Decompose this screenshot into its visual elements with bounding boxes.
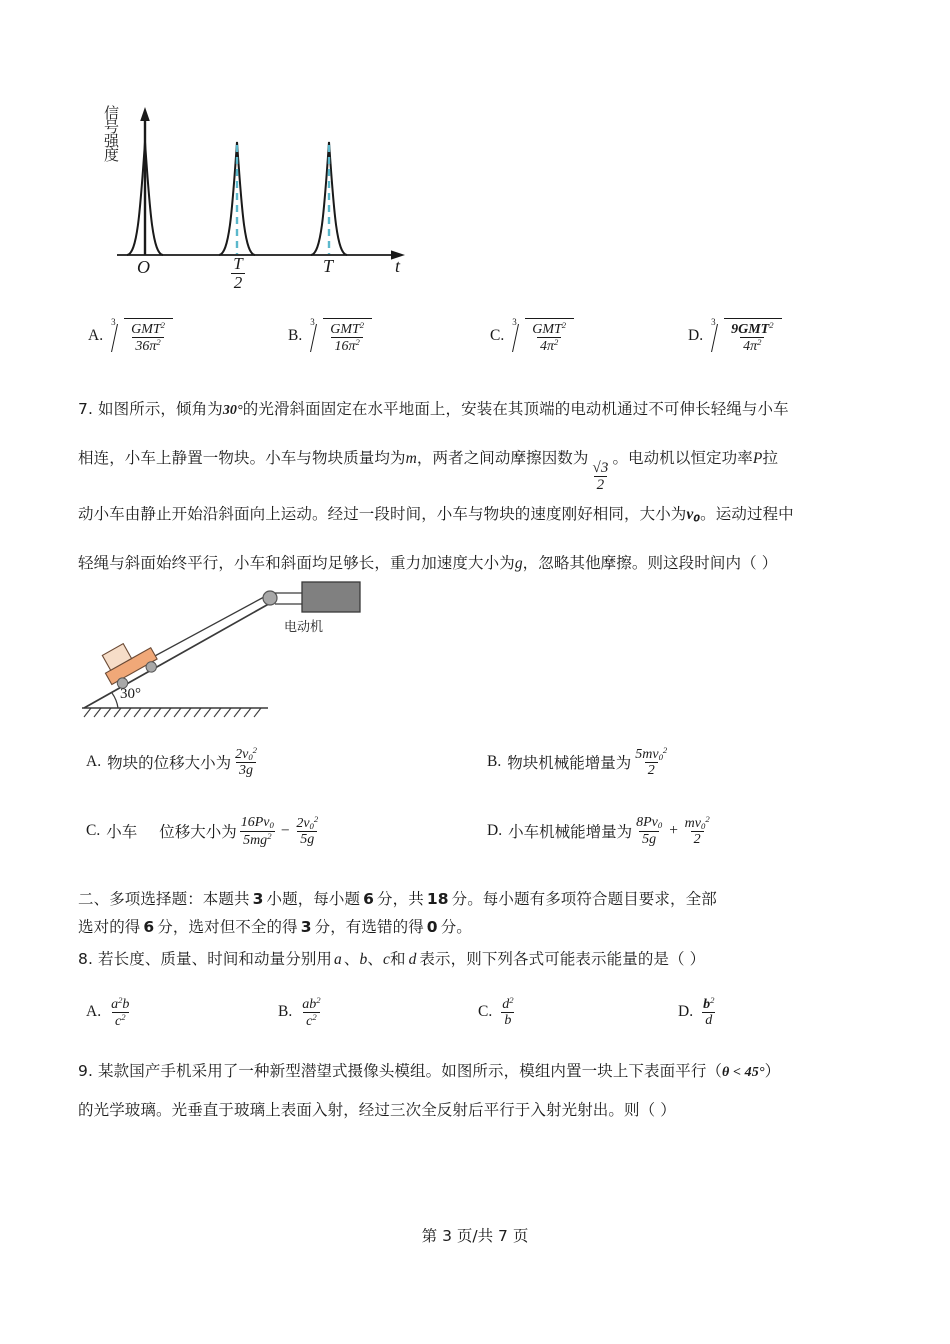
q7-c-f1den-exp: 2 (267, 830, 272, 841)
q8-option-a[interactable] (86, 996, 133, 1029)
q7-option-b-fraction (632, 746, 670, 778)
q7-a-num: 2v (235, 746, 249, 762)
section2-l1-c: 分，共 (377, 890, 424, 908)
q7-c-f2den: 5g (300, 832, 315, 848)
q8-a-num-exp: 2 (118, 995, 123, 1005)
q6-d-root-index: 3 (711, 317, 716, 327)
q6-b-num: GMT (330, 322, 360, 337)
q7-option-a[interactable] (86, 746, 261, 778)
q8-text-b: 表示，则下列各式可能表示能量的是（ ） (419, 950, 706, 968)
q6-d-num: 9GMT (731, 322, 770, 337)
q8-option-c-label: C. (478, 1002, 493, 1020)
q6-b-root-index: 3 (310, 317, 315, 327)
section2-l1-a: 二、多项选择题：本题共 (78, 890, 250, 908)
q7-option-c-fraction-2 (293, 815, 321, 847)
q6-a-num: GMT (131, 322, 161, 337)
q7-a-num-sub: 0 (248, 751, 253, 762)
q7-friction-coefficient (590, 460, 612, 493)
q8-c-den: b (504, 1012, 512, 1028)
q7-line3-text-a: 动小车由静止开始沿斜面向上运动。经过一段时间，小车与物块的速度刚好相同，大小为 (78, 505, 687, 523)
q7-c-f2num-sub: 0 (309, 820, 314, 831)
cart-group (97, 633, 162, 693)
section2-zero-credit: 0 (426, 918, 438, 936)
q7-option-d-label: D. (487, 822, 503, 840)
q8-a-den-exp: 2 (121, 1011, 126, 1022)
q8-symbol-b: b (359, 951, 368, 968)
chart-x-axis-label: t (395, 256, 401, 276)
q8-option-a-fraction (108, 996, 132, 1029)
q6-b-num-exp: 2 (359, 320, 365, 331)
q7-option-c-operator: − (279, 822, 291, 840)
pulley-wheel (263, 591, 277, 605)
q6-d-den-exp: 2 (757, 337, 762, 348)
chart-tick-T: T (323, 256, 334, 276)
section2-count: 3 (252, 890, 264, 908)
section2-l2-b: 分，选对但不全的得 (157, 918, 298, 936)
q6-option-c-label: C. (490, 326, 505, 344)
q7-d-f1den: 5g (642, 831, 657, 847)
q7-friction-den: 2 (594, 476, 608, 493)
chart-origin-label: O (137, 257, 150, 277)
q7-line2-text-c: 。电动机以恒定功率 (612, 449, 753, 467)
q7-option-d[interactable] (487, 815, 714, 847)
q7-c-f2num-exp: 2 (313, 814, 319, 824)
q7-mass-symbol: m (405, 450, 417, 467)
q6-a-den-exp: 2 (156, 337, 161, 348)
incline-svg (78, 580, 408, 730)
tick-half-numerator: T (233, 254, 243, 273)
q7-option-a-text: 物块的位移大小为 (107, 754, 232, 773)
q9-theta-condition: θ < 45° (722, 1065, 765, 1080)
q7-friction-num: √3 (592, 459, 609, 476)
q7-option-a-label: A. (86, 753, 102, 771)
q7-power-symbol: P (752, 450, 763, 467)
q7-option-b[interactable] (487, 746, 671, 778)
q6-option-d-label: D. (688, 326, 704, 344)
q7-d-f2num-exp: 2 (705, 814, 710, 824)
q7-velocity-symbol: v (686, 506, 694, 523)
page-footer: 第 3 页/共 7 页 (421, 1227, 529, 1245)
section2-points-each: 6 (363, 890, 374, 908)
q7-option-b-text: 物块机械能增量为 (507, 754, 632, 773)
q6-option-b[interactable] (288, 318, 374, 354)
q7-option-c[interactable] (86, 815, 322, 847)
q7-line1-text-b: 的光滑斜面固定在水平地面上，安装在其顶端的电动机通过不可伸长轻绳与小车 (242, 400, 789, 418)
q7-line4-text-b: ，忽略其他摩擦。则这段时间内（ ） (522, 554, 778, 572)
tick-half-denominator: 2 (231, 273, 246, 292)
section-2-heading-line-1 (78, 884, 898, 914)
q7-line-3 (78, 490, 888, 543)
q8-a-den: c (114, 1013, 122, 1029)
q7-option-d-fraction-1 (633, 815, 665, 847)
q7-c-f1num: 16Pv (240, 815, 270, 830)
q6-b-den: 16π (334, 338, 356, 354)
q6-c-root-index: 3 (512, 317, 517, 327)
chart-tick-half-T (223, 255, 253, 293)
section2-l2-a: 选对的得 (78, 918, 141, 936)
q7-option-a-fraction (232, 746, 260, 778)
q6-b-den-exp: 2 (355, 337, 360, 348)
q7-b-num-sub: 0 (658, 751, 663, 762)
q8-b-den: c (306, 1013, 313, 1029)
q6-option-a[interactable] (88, 318, 175, 354)
q7-option-d-fraction-2 (682, 815, 713, 847)
q8-option-b-label: B. (278, 1003, 293, 1021)
q7-d-f1num-sub: 0 (657, 820, 663, 831)
incline-angle-value: 30° (120, 686, 141, 702)
q8-symbol-c: c (382, 951, 390, 968)
q8-a-num: a (111, 996, 119, 1012)
q8-option-d[interactable] (678, 996, 718, 1028)
inclined-plane-figure (78, 580, 408, 730)
q7-a-num-exp: 2 (252, 745, 257, 755)
q7-c-f2num: 2v (296, 815, 310, 831)
q7-line2-text-d: 拉 (762, 449, 779, 467)
q8-a-num2: b (122, 996, 130, 1012)
q7-d-f2num: mv (684, 815, 701, 831)
q6-c-den-exp: 2 (554, 337, 559, 348)
q9-line-2 (78, 1095, 908, 1125)
section2-l1-b: 小题，每小题 (266, 890, 361, 908)
q7-option-b-label: B. (487, 753, 502, 771)
q8-symbol-a: a (334, 951, 342, 968)
q7-option-c-fraction-1 (238, 815, 277, 847)
q7-b-num-exp: 2 (662, 745, 668, 755)
q8-option-c[interactable] (478, 996, 518, 1028)
incline-angle-label (120, 686, 141, 703)
q8-option-d-fraction (700, 996, 717, 1028)
q7-option-d-operator: + (668, 822, 679, 840)
q6-option-a-radical (111, 318, 173, 354)
q6-d-num-exp: 2 (769, 320, 774, 331)
q7-d-f1num: 8Pv (636, 815, 658, 831)
q6-option-c-radical (512, 318, 574, 354)
q8-b-num: ab (302, 996, 317, 1012)
q7-a-den: 3g (239, 763, 254, 779)
q7-b-den: 2 (647, 763, 655, 779)
section2-l2-d: 分。 (440, 918, 472, 936)
q7-option-d-text: 小车机械能增量为 (508, 823, 633, 842)
q8-symbol-d: d (408, 951, 417, 968)
q7-velocity-subscript: 0 (693, 513, 701, 525)
q6-option-b-label: B. (288, 326, 303, 344)
q6-c-num: GMT (532, 322, 562, 337)
q7-option-c-text: 小车 (106, 823, 138, 842)
q9-line2-text: 的光学玻璃。光垂直于玻璃上表面入射，经过三次全反射后平行于入射光射出。则（ ） (78, 1101, 676, 1119)
q7-incline-angle: 30° (222, 403, 243, 418)
q9-line1-text-a: 9. 某款国产手机采用了一种新型潜望式摄像头模组。如图所示，模组内置一块上下表面平行（ (78, 1062, 723, 1080)
q8-option-b-fraction (299, 996, 323, 1029)
q6-option-c[interactable] (490, 318, 576, 354)
q7-line-1 (78, 385, 888, 435)
section2-partial-credit: 3 (300, 918, 312, 936)
q8-d-num-exp: 2 (710, 995, 715, 1005)
q6-d-den: 4π (743, 338, 758, 354)
q8-option-d-label: D. (678, 1002, 694, 1020)
ground-hatching (84, 708, 261, 717)
q6-c-num-exp: 2 (561, 320, 567, 331)
q8-b-num-exp: 2 (316, 995, 321, 1005)
q7-gravity-symbol: g (514, 555, 523, 572)
q7-line3-text-b: 。运动过程中 (700, 505, 794, 523)
q7-line1-text-a: 7. 如图所示，倾角为 (78, 400, 223, 418)
q7-option-c-text2: 位移大小为 (159, 823, 237, 842)
q8-c-num: d (502, 996, 510, 1012)
q7-d-f2num-sub: 0 (701, 820, 706, 831)
motor-label: 电动机 (284, 620, 324, 635)
q6-a-den: 36π (135, 338, 157, 354)
q7-option-c-label: C. (86, 822, 101, 840)
q6-option-d[interactable] (688, 318, 784, 354)
q8-option-b[interactable] (278, 996, 325, 1029)
q8-text-a: 8. 若长度、质量、时间和动量分别用 (78, 950, 333, 968)
q9-line1-text-b: ） (764, 1062, 781, 1080)
q6-option-a-label: A. (88, 326, 104, 344)
section2-points-total: 18 (426, 890, 449, 908)
section-2-heading-line-2 (78, 912, 898, 942)
q6-a-num-exp: 2 (160, 320, 165, 331)
q6-option-d-radical (711, 318, 781, 354)
q9-line-1 (78, 1056, 908, 1088)
q6-a-root-index: 3 (111, 317, 116, 327)
q7-d-f2den: 2 (693, 832, 701, 848)
q8-text (78, 944, 898, 975)
q6-option-b-radical (310, 318, 372, 354)
q8-c-num-exp: 2 (509, 995, 514, 1005)
signal-strength-chart (95, 95, 425, 293)
q8-sep-1: 、 (343, 950, 360, 968)
q8-and: 和 (389, 950, 406, 968)
motor-box (302, 582, 360, 612)
section2-l2-c: 分，有选错的得 (314, 918, 424, 936)
q8-option-a-label: A. (86, 1003, 102, 1021)
q7-b-num: 5mv (635, 746, 659, 762)
q6-c-den: 4π (539, 338, 554, 354)
q8-d-num: b (703, 996, 711, 1012)
section2-l1-d: 分。每小题有多项符合题目要求，全部 (451, 890, 717, 908)
q7-line2-text-b: ，两者之间动摩擦因数为 (416, 449, 589, 467)
q7-line4-text-a: 轻绳与斜面始终平行，小车和斜面均足够长，重力加速度大小为 (78, 554, 515, 572)
q7-line-2 (78, 434, 888, 493)
chart-y-axis-label: 信号强度 (102, 105, 120, 161)
q7-line2-text-a: 相连，小车上静置一物块。小车与物块质量均为 (78, 449, 406, 467)
q8-d-den: d (705, 1012, 713, 1028)
section2-full-credit: 6 (143, 918, 155, 936)
q8-b-den-exp: 2 (312, 1011, 317, 1022)
q8-sep-2: 、 (367, 950, 383, 968)
q8-option-c-fraction (499, 996, 516, 1028)
q7-c-f1num-sub: 0 (269, 820, 274, 831)
q7-c-f1den: 5mg (243, 832, 268, 848)
